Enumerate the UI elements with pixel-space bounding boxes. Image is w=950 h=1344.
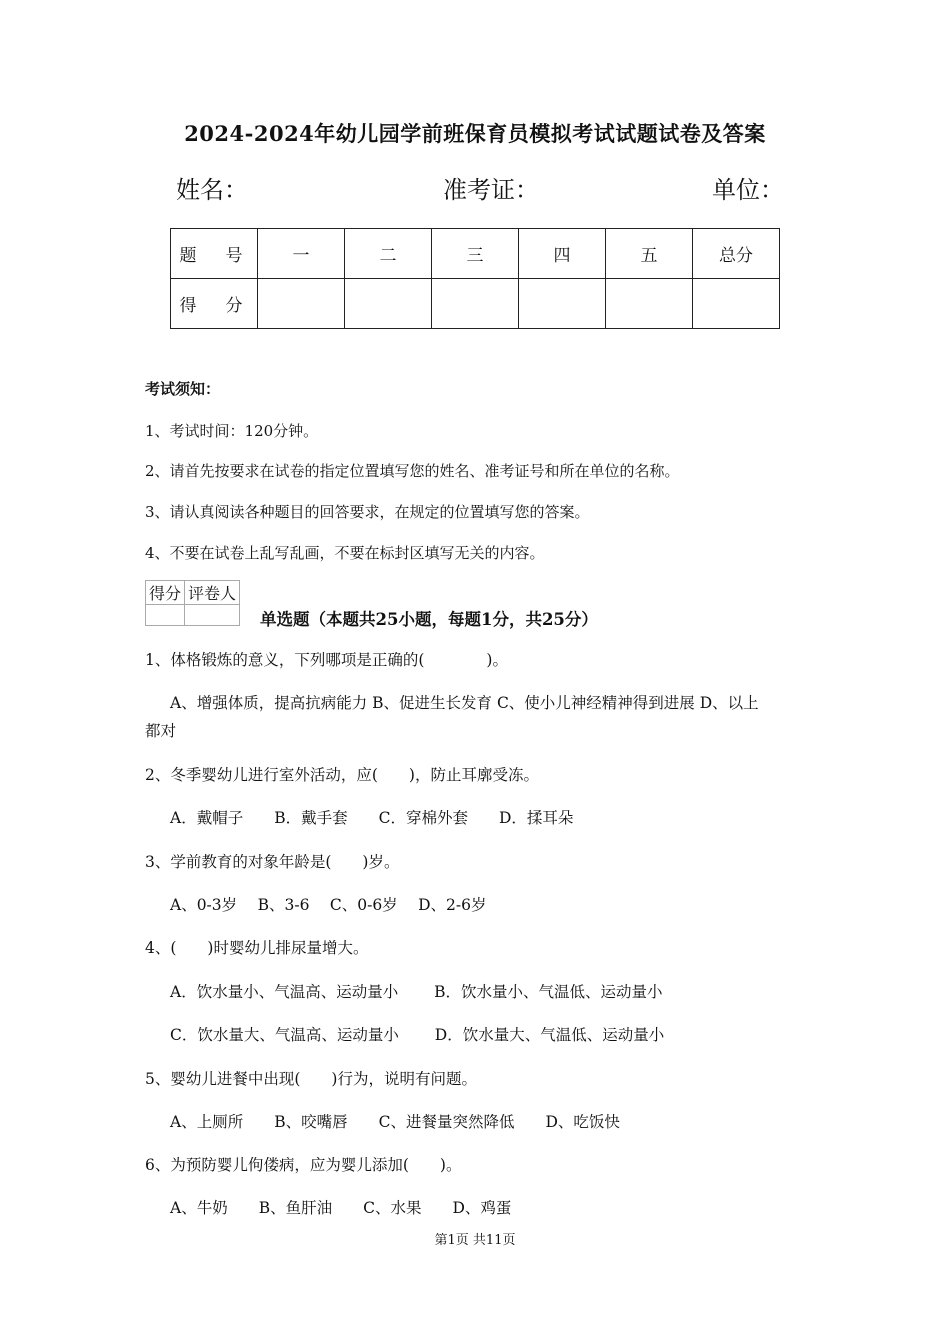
question-text: 3、学前教育的对象年龄是( )岁。	[145, 853, 400, 871]
score-table	[170, 228, 780, 329]
score-table-score-row	[171, 279, 780, 329]
exam-id-field-label: 准考证：	[443, 176, 539, 204]
question-options: A、牛奶 B、鱼肝油 C、水果 D、鸡蛋	[170, 1199, 512, 1217]
score-table-header-row	[171, 229, 780, 279]
score-table-cell: 总分	[693, 229, 780, 279]
page-footer: 第1页 共11页	[434, 1233, 516, 1248]
score-table-cell: 三	[432, 229, 519, 279]
score-table-cell: 题 号	[171, 229, 258, 279]
grader-reviewer-cell[interactable]	[185, 605, 240, 626]
name-field-label: 姓名：	[176, 176, 248, 204]
score-input-cell[interactable]	[432, 279, 519, 329]
notice-item: 4、不要在试卷上乱写乱画，不要在标封区填写无关的内容。	[145, 544, 545, 562]
question-options: 都对	[145, 722, 177, 740]
notice-item: 1、考试时间：120分钟。	[145, 422, 319, 440]
question-options: A．戴帽子 B．戴手套 C．穿棉外套 D．揉耳朵	[170, 809, 574, 827]
score-table-cell: 得 分	[171, 279, 258, 329]
question-text: 5、婴幼儿进餐中出现( )行为，说明有问题。	[145, 1070, 477, 1088]
score-input-cell[interactable]	[258, 279, 345, 329]
exam-title: 2024-2024年幼儿园学前班保育员模拟考试试题试卷及答案	[184, 121, 766, 146]
grader-score-cell[interactable]	[146, 605, 185, 626]
notice-heading: 考试须知：	[145, 380, 221, 398]
question-text: 2、冬季婴幼儿进行室外活动，应( )，防止耳廓受冻。	[145, 766, 539, 784]
question-options: A、上厕所 B、咬嘴唇 C、进餐量突然降低 D、吃饭快	[170, 1113, 620, 1131]
score-table-cell: 五	[606, 229, 693, 279]
grader-box	[145, 580, 240, 626]
question-options: A、增强体质，提高抗病能力 B、促进生长发育 C、使小儿神经精神得到进展 D、以上	[170, 694, 759, 712]
question-options: A、0-3岁 B、3-6 C、0-6岁 D、2-6岁	[170, 896, 487, 914]
notice-item: 2、请首先按要求在试卷的指定位置填写您的姓名、准考证号和所在单位的名称。	[145, 462, 680, 480]
grader-reviewer-label: 评卷人	[185, 581, 240, 605]
section-title: 单选题（本题共25小题，每题1分，共25分）	[260, 610, 598, 629]
score-input-cell[interactable]	[606, 279, 693, 329]
question-options: A．饮水量小、气温高、运动量小 B．饮水量小、气温低、运动量小	[170, 983, 663, 1001]
score-input-cell[interactable]	[693, 279, 780, 329]
question-text: 6、为预防婴儿佝偻病，应为婴儿添加( )。	[145, 1156, 462, 1174]
score-table-cell: 一	[258, 229, 345, 279]
unit-field-label: 单位：	[712, 176, 784, 204]
score-input-cell[interactable]	[345, 279, 432, 329]
score-table-cell: 二	[345, 229, 432, 279]
score-input-cell[interactable]	[519, 279, 606, 329]
question-options: C．饮水量大、气温高、运动量小 D．饮水量大、气温低、运动量小	[170, 1026, 665, 1044]
question-text: 4、( )时婴幼儿排尿量增大。	[145, 939, 369, 957]
question-text: 1、体格锻炼的意义，下列哪项是正确的( )。	[145, 651, 508, 669]
score-table-cell: 四	[519, 229, 606, 279]
grader-score-label: 得分	[146, 581, 185, 605]
notice-item: 3、请认真阅读各种题目的回答要求，在规定的位置填写您的答案。	[145, 503, 590, 521]
